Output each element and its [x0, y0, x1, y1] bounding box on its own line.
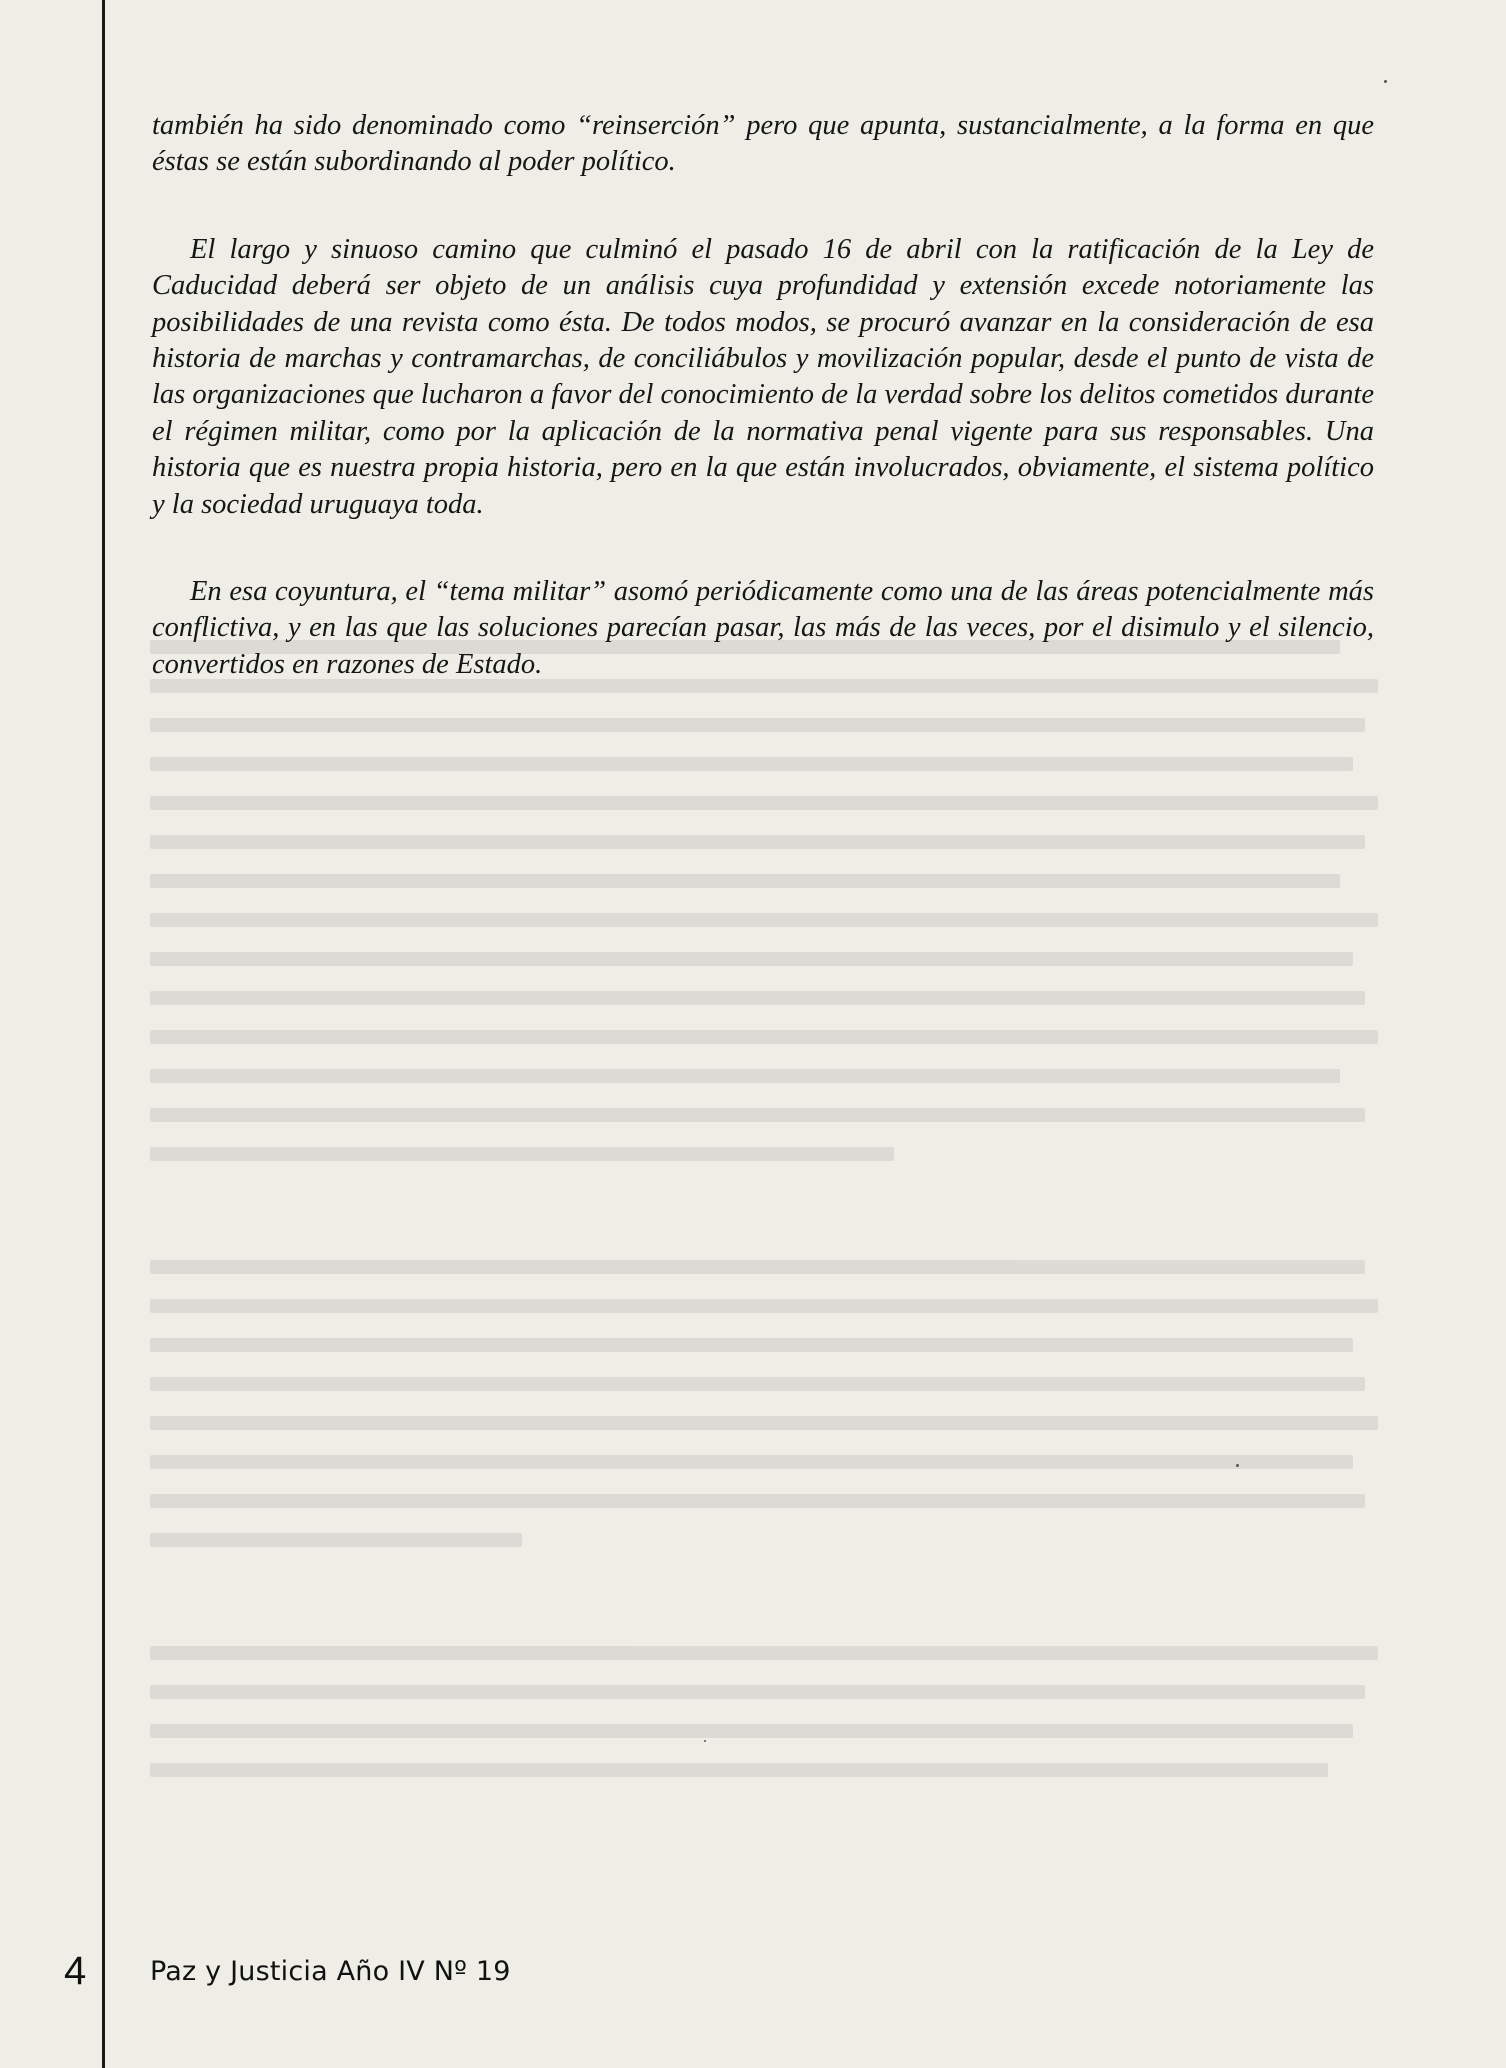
- page-footer: [0, 1946, 1506, 1996]
- page-number: 4: [64, 1949, 87, 1993]
- dust-speck: [704, 1740, 706, 1742]
- bleed-through-text: [150, 640, 1390, 1960]
- dust-speck: [1384, 80, 1387, 83]
- paragraph: también ha sido denominado como “reinserción” pero que apunta, sustancialmente, a la forma en que éstas se están subordinando al poder político.: [152, 110, 1374, 178]
- journal-title: Paz y Justicia Año IV Nº 19: [150, 1956, 511, 1987]
- dust-speck: [1236, 1464, 1239, 1467]
- article-body: [152, 108, 1374, 734]
- margin-rule: [102, 0, 105, 2068]
- paragraph: En esa coyuntura, el “tema militar” asomó periódicamente como una de las áreas potencialmente más conflictiva, y en las que las soluciones parecían pasar, las más de las veces, por el disimulo y el silencio, convertidos en razones de Estado.: [152, 576, 1374, 680]
- paragraph: El largo y sinuoso camino que culminó el pasado 16 de abril con la ratificación de la Ley de Caducidad deberá ser objeto de un análisis cuya profundidad y extensión excede notoriamente las posibilidades de una revista como ésta. De todos modos, se procuró avanzar en la consideración de esa historia de marchas y contramarchas, de conciliábulos y movilización popular, desde el punto de vista de las organizaciones que lucharon a favor del conocimiento de la verdad sobre los delitos cometidos durante el régimen militar, como por la aplicación de la normativa penal vigente para sus responsables. Una historia que es nuestra propia historia, pero en la que están involucrados, obviamente, el sistema político y la sociedad uruguaya toda.: [152, 233, 1374, 520]
